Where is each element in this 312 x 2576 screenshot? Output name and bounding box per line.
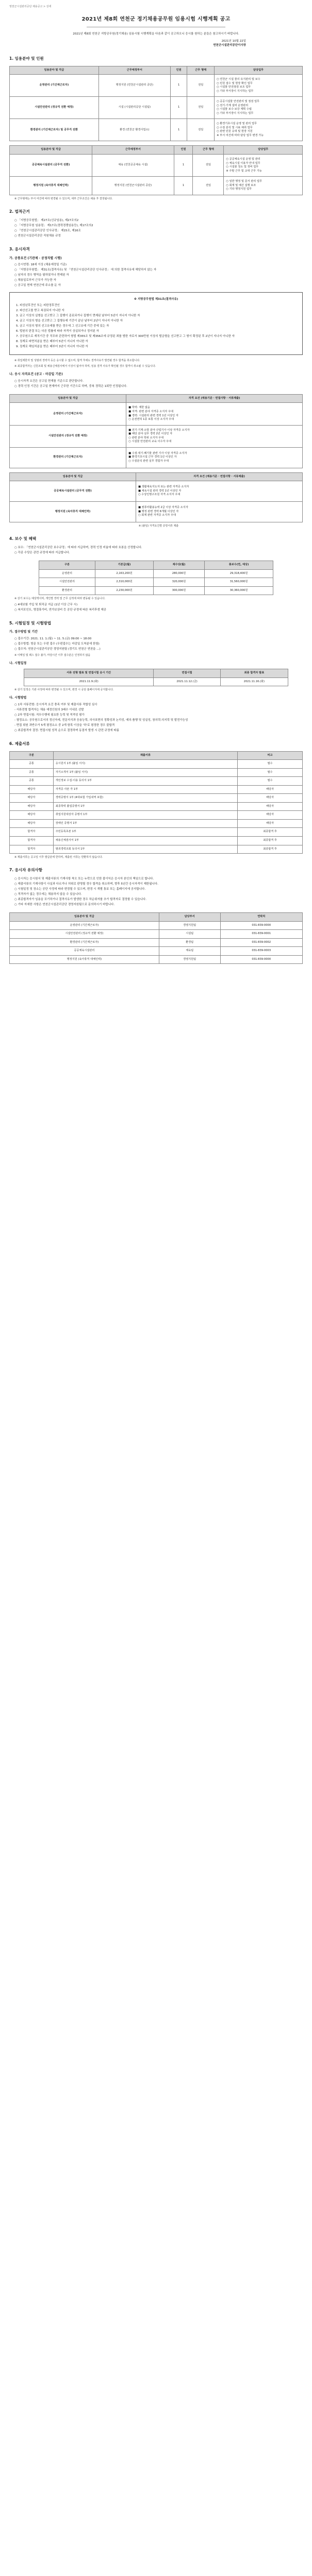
- pay-line-1: ○ 보수: 「연천군시설관리공단 보수규정」에 따라 지급하며, 경력 인정 비율에 따라 호봉을 산정합니다.: [14, 546, 142, 550]
- column-header: 면접시험: [153, 669, 220, 678]
- document-cell: 해당자: [238, 819, 303, 828]
- qualification-line: ○ 남자의 경우 병역을 필하였거나 면제된 자: [14, 274, 69, 277]
- position-type: 전일: [187, 75, 215, 97]
- qualification-note-2: ※ 최종합격자는 신원조회 및 채용신체검사에서 이상이 없어야 하며, 임용 결격 사유가 확인될 경우 합격이 취소될 수 있습니다.: [14, 365, 156, 368]
- position-dept: 환경 (연천군 환경사업소): [98, 119, 170, 141]
- table-row: [10, 425, 303, 447]
- position-duty: ○ 환경기초시설 운영 및 관리 업무 ○ 수질 분석 및 시료 채취 업무 ○ 관련 민원 응대 및 현장 지원 ※ 부서 여건에 따라 담당 업무 변경 가능: [215, 119, 303, 141]
- column-header: 자격 요건 (채용기준 · 면접사항 · 서류제출): [126, 394, 303, 403]
- document-cell: 채용신체검사서 1부: [53, 837, 237, 845]
- contact-table: [9, 912, 303, 964]
- position-type: 전일: [193, 154, 224, 176]
- disqualification-line: 4. 금고 이상의 형을 선고받고 그 집행유예 기간이 끝난 날부터 2년이 지나지 아니한 자: [16, 319, 123, 323]
- contact-cell: 031-839-0003: [220, 947, 302, 956]
- table-row: [10, 777, 303, 786]
- publish-date: 2021년 10월 22일: [221, 39, 246, 43]
- position-count: 1: [174, 154, 193, 176]
- document-cell: 해당자: [10, 819, 54, 828]
- position-field: 운영관리 (기간제근로자): [10, 75, 99, 97]
- table-row: [10, 955, 303, 964]
- document-cell: 해당자: [238, 785, 303, 794]
- caution-line: ○ 시험일정 및 장소는 공단 사정에 따라 변경될 수 있으며, 변경 시 개별 통보 또는 홈페이지에 공지합니다.: [14, 888, 146, 891]
- pay-cell: 320,000원: [153, 578, 204, 587]
- position-count: 1: [174, 177, 193, 195]
- document-cell: 최종학력 졸업증명서 1부: [53, 802, 237, 811]
- qualification-common-list: [9, 263, 303, 288]
- legal-line: ○ 「연천군시설관리공단 인사규정」 제15조, 제16조: [14, 229, 81, 232]
- method-line: - 평정요소: 공무원으로서의 정신자세, 전문지식과 응용능력, 의사표현의 정확성과 논리성, 예의·품행 및 성실성, 창의력·의지력 및 발전가능성: [14, 718, 188, 722]
- section-positions-title: 1. 임용분야 및 인원: [9, 56, 44, 61]
- table-row: [39, 578, 273, 587]
- table-row: [10, 502, 303, 522]
- disqualification-line: 1. 피성년후견인 또는 피한정후견인: [16, 304, 60, 308]
- disqualification-box: [9, 292, 303, 355]
- column-header: 담당업무: [224, 146, 303, 155]
- disqualification-line: 3. 금고 이상의 실형을 선고받고 그 집행이 종료되거나 집행이 면제된 날부터 5년이 지나지 아니한 자: [16, 314, 140, 317]
- method-line: ○ 최종합격자 결정: 면접시험 성적 순으로 결정하며 동점자 발생 시 관련 규정에 따름: [14, 728, 119, 732]
- position-dept: 행정지원 (연천군시설관리 공단): [92, 177, 174, 195]
- positions-note: ※ 근무형태는 부서 여건에 따라 변경될 수 있으며, 세부 근무조건은 채용 후 결정됩니다.: [14, 197, 113, 200]
- legal-line: ○ 「지방공무원법」 제27조(신규임용), 제27조의2: [14, 218, 79, 222]
- document-cell: 해당자: [10, 802, 54, 811]
- publisher-org: 연천군시설관리공단이사장: [213, 43, 246, 47]
- requirement-detail: ■ 생활체육지도자 또는 관련 자격증 소지자 ■ 체육시설 관리 경력 1년 이상인 자 ○ 수상인명구조원 자격 소지자 우대: [136, 481, 303, 502]
- table-row: [10, 154, 303, 176]
- document-cell: 필수: [238, 760, 303, 769]
- requirement-field: 공공체육시설관리 (공무직 전환): [10, 481, 136, 502]
- contact-cell: 행정지원 (육아휴직 대체인력): [10, 955, 159, 964]
- table-row: [10, 938, 303, 947]
- pay-cell: 운영관리: [39, 569, 95, 578]
- disqualification-line: 9. 징계로 해임처분을 받은 때부터 3년이 지나지 아니한 자: [16, 345, 88, 348]
- table-row: [10, 845, 303, 854]
- position-field: 행정지원 (육아휴직 대체인력): [10, 177, 92, 195]
- position-duty: ○ 연천군 시설 물의 유지관리 및 보수 ○ 민원 접수 및 현장 확인 업무 ○ 시설물 안전점검 보조 업무 ○ 기타 부서장이 지시하는 업무: [215, 75, 303, 97]
- document-cell: 해당자: [238, 794, 303, 803]
- pay-cell: 2,310,000원: [95, 578, 154, 587]
- document-cell: 자기소개서 1부 (붙임 서식): [53, 768, 237, 777]
- table-row: [10, 837, 303, 845]
- pay-cell: 280,000원: [153, 569, 204, 578]
- schedule-receipt-title: 가. 접수방법 및 기간: [9, 630, 38, 634]
- requirement-line: ○ 경력 인정 기간은 공고일 현재까지 근무한 기간으로 하며, 중복 경력은 1회만 인정됩니다.: [14, 384, 127, 388]
- column-header: 최종 합격자 발표: [221, 669, 288, 678]
- table-row: [10, 403, 303, 425]
- schedule-cell: 2021.11.16.(화): [221, 677, 288, 686]
- pay-cell: 2,163,200원: [95, 569, 154, 578]
- table-row: [10, 819, 303, 828]
- position-type: 전일: [193, 177, 224, 195]
- position-duty: ○ 공공체육시설 운영 및 관리 ○ 체육시설 이용자 안내 업무 ○ 시설물 청소 및 정비 업무 ※ 주말 근무 및 교대 근무 가능: [224, 154, 303, 176]
- document-cell: 해당자: [10, 785, 54, 794]
- pay-cell: 시설안전관리: [39, 578, 95, 587]
- column-header: 임용분야 및 직급: [10, 394, 126, 403]
- document-cell: 취업지원대상자 증명서 1부: [53, 811, 237, 820]
- column-header: 근무예정부서: [92, 146, 174, 155]
- requirement-field: 운영관리 (기간제근로자): [10, 403, 126, 425]
- contact-cell: 환경관리 (기간제근로자): [10, 938, 159, 947]
- pay-table: [39, 561, 273, 595]
- caution-line: ○ 제출서류의 기재사항이 사실과 다르거나 허위로 판명될 경우 합격을 취소하며, 향후 5년간 응시자격이 제한됩니다.: [14, 883, 158, 886]
- contact-cell: 공공체육시설관리: [10, 947, 159, 956]
- contact-cell: 체육팀: [159, 947, 220, 956]
- position-count: 1: [170, 119, 187, 141]
- legal-basis-list: [9, 219, 303, 239]
- column-header: 자격 요건 (채용기준 · 면접사항 · 서류제출): [136, 472, 303, 481]
- document-cell: 자격증 사본 각 1부: [53, 785, 237, 794]
- section-documents-title: 6. 제출서류: [9, 741, 30, 746]
- position-dept: 체육 (연천공공체육 시설): [92, 154, 174, 176]
- requirement-field: 행정지원 (육아휴직 대체인력): [10, 502, 136, 522]
- document-cell: 경력증명서 1부 (4대보험 가입내역 포함): [53, 794, 237, 803]
- caution-line: ○ 적격자가 없는 경우에는 채용하지 않을 수 있습니다.: [14, 893, 82, 896]
- disqualification-line: 5. 금고 이상의 형의 선고유예를 받은 경우에 그 선고유예 기간 중에 있는 자: [16, 324, 109, 328]
- column-header: 인원: [174, 146, 193, 155]
- qualification-line: ○ 응시연령: 18세 이상 (채용예정일 기준): [14, 263, 67, 267]
- method-line: - 서류전형 합격자는 채용 예정인원의 3배수 이내로 선발: [14, 708, 84, 711]
- table-row: [10, 177, 303, 195]
- table-row: [10, 768, 303, 777]
- document-cell: 공통: [10, 760, 54, 769]
- table-row: [10, 75, 303, 97]
- qualification-common-title: 가. 공통요건 (기관제 · 공정직렬 시행): [9, 256, 62, 260]
- schedule-note: ※ 상기 일정은 기관 사정에 따라 변경될 수 있으며, 변경 시 공단 홈페이지에 공지합니다.: [14, 688, 114, 692]
- document-cell: 해당자: [10, 794, 54, 803]
- document-cell: 필수: [238, 777, 303, 786]
- pay-line-2: ○ 각종 수당은 관련 규정에 따라 지급합니다.: [14, 551, 70, 555]
- schedule-cell: 2021.11.12.(금): [153, 677, 220, 686]
- method-line: ○ 2차 면접시험: 직무수행에 필요한 능력 및 적격성 평가: [14, 713, 85, 717]
- qualification-line: ○ 채용일로부터 근무가 가능한 자: [14, 279, 56, 282]
- caution-line: ○ 응시자는 응시원서 및 제출서류의 기재사항 착오 또는 누락으로 인한 불이익은 응시자 본인의 책임으로 합니다.: [14, 877, 154, 881]
- table-row: [10, 828, 303, 837]
- schedule-method-list: [9, 703, 303, 733]
- position-count: 1: [170, 97, 187, 119]
- column-header: 구분: [10, 751, 54, 760]
- schedule-receipt-note: ※ 이메일 및 팩스 접수 불가, 마감시간 이후 접수분은 인정하지 않음: [14, 654, 91, 657]
- column-header: 임용분야 및 직급: [10, 913, 159, 922]
- method-line: - 면접 위원 과반수가 5개 평정요소 중 2개 항목 이상을 '하'로 평정한 경우 불합격: [14, 723, 115, 727]
- position-duty: ○ 일반 행정 및 문서 관리 업무 ○ 회계 및 예산 집행 보조 ○ 기타 행정지원 업무: [224, 177, 303, 195]
- schedule-line: ○ 접수방법: 방문 또는 우편 접수 (우편접수는 마감일 도착분에 한함): [14, 642, 100, 646]
- position-dept: 시설 (시설관리공단 시설팀): [98, 97, 170, 119]
- qualification-line: ○ 공고일 현재 연천군에 주소를 둔 자: [14, 284, 61, 287]
- caution-line: ○ 최종합격자가 임용을 포기하거나 결격사유가 발생한 경우 차순위자를 추가 합격자로 결정할 수 있습니다.: [14, 898, 146, 902]
- disqualification-line: 8. 징계로 파면처분을 받은 때부터 5년이 지나지 아니한 자: [16, 340, 88, 343]
- contact-cell: 시설안전관리 (정규직 전환 예정): [10, 930, 159, 939]
- document-cell: 합격자: [10, 837, 54, 845]
- document-cell: 최종합격 후: [238, 845, 303, 854]
- schedule-line: ○ 접수기간: 2021. 11. 1.(월) ~ 11. 5.(금) 09:00 ~ 18:00: [14, 637, 92, 641]
- schedule-table: [24, 669, 288, 686]
- contact-cell: 운영관리 (기간제근로자): [10, 921, 159, 930]
- requirement-detail: ■ 학력: 제한 없음 ■ 자격: 관련 분야 자격증 소지자 우대 ■ 경력: 시설관리 관련 경력 1년 이상인 자 ○ 운전면허 1종 보통 이상 소지자 우대: [126, 403, 303, 425]
- pay-cell: 31,560,000원: [205, 578, 273, 587]
- section-cautions-title: 7. 응시자 유의사항: [9, 868, 43, 873]
- table-row: [10, 930, 303, 939]
- column-header: 임용분야 및 직급: [10, 472, 136, 481]
- requirement-field: 시설안전관리 (정규직 전환 예정): [10, 425, 126, 447]
- document-cell: 범죄경력조회 동의서 1부: [53, 845, 237, 854]
- requirements-table-2: [9, 472, 303, 523]
- disqualification-title: ※ 지방공무원법 제31조(결격사유): [134, 298, 178, 301]
- column-header: 인원: [170, 66, 187, 75]
- schedule-receipt-list: [9, 637, 303, 652]
- requirements-note: ※ (붙임) 자격요건별 증빙서류 제출: [138, 524, 179, 528]
- disqualification-line: 6. 법원의 판결 또는 다른 법률에 따라 자격이 상실되거나 정지된 자: [16, 329, 99, 333]
- requirement-detail: ■ 컴퓨터활용능력 2급 이상 자격증 소지자 ■ 행정 관련 경력 6개월 이상인 자 ○ 회계 관련 자격증 소지자 우대: [136, 502, 303, 522]
- table-row: [10, 481, 303, 502]
- cautions-list: [9, 877, 303, 907]
- qualification-note-1: ※ 취업제한자 및 성범죄 경력자 등은 응시할 수 없으며, 합격 후에도 결격사유가 발견될 경우 합격을 취소합니다.: [14, 359, 140, 362]
- pay-note: ※ 상기 보수는 예상액이며, 개인별 경력 및 근무 실적에 따라 변동될 수 있습니다.: [14, 597, 106, 601]
- column-header: 총보수(연, 예상): [205, 561, 273, 570]
- position-field: 시설안전관리 (정규직 전환 예정): [10, 97, 99, 119]
- qualification-requirements-title: 나. 응시 자격요건 (공고 · 마감일 기준): [9, 372, 63, 377]
- contact-cell: 031-839-0000: [220, 921, 302, 930]
- column-header: 제수당(월): [153, 561, 204, 570]
- requirement-field: 환경관리 (기간제근로자): [10, 447, 126, 468]
- section-legal-title: 2. 법적근거: [9, 209, 30, 214]
- position-type: 전일: [187, 97, 215, 119]
- documents-note: ※ 제출서류는 공고일 이후 발급분에 한하며, 제출된 서류는 반환하지 않습니다.: [14, 856, 103, 859]
- document-cell: 최종합격 후: [238, 828, 303, 837]
- qualification-line: ○ 「지방공무원법」 제31조(결격사유) 및 「연천군시설관리공단 인사규정」 에 의한 결격사유에 해당하지 않는 자: [14, 268, 157, 272]
- pay-cell: 30,360,000원: [205, 586, 273, 595]
- document-cell: 합격자: [10, 845, 54, 854]
- contact-cell: 031-839-0002: [220, 938, 302, 947]
- contact-cell: 경영지원팀: [159, 955, 220, 964]
- document-cell: 해당자: [10, 811, 54, 820]
- caution-line: ○ 기타 자세한 사항은 연천군시설관리공단 경영지원팀으로 문의하시기 바랍니다.: [14, 903, 115, 907]
- position-duty: ○ 공공시설물 안전관리 및 점검 업무 ○ 전기·기계 설비 운영관리 ○ 시설물 보수·보강 계획 수립 ○ 기타 부서장이 지시하는 업무: [215, 97, 303, 119]
- schedule-cell: 2021.11.9.(화): [24, 677, 154, 686]
- contact-cell: 031-839-0000: [220, 955, 302, 964]
- document-cell: 합격자: [10, 828, 54, 837]
- document-cell: 최종합격 후: [238, 837, 303, 845]
- column-header: 기본급(월): [95, 561, 154, 570]
- requirement-line: ○ 응시자격 요건은 공고일 현재를 기준으로 판단합니다.: [14, 379, 84, 383]
- table-row: [10, 97, 303, 119]
- table-row: [39, 569, 273, 578]
- documents-table: [9, 751, 303, 854]
- table-row: [10, 447, 303, 468]
- column-header: 임용분야 및 직급: [10, 146, 92, 155]
- document-cell: 응시원서 1부 (붙임 서식): [53, 760, 237, 769]
- contact-cell: 031-839-0001: [220, 930, 302, 939]
- qualification-requirements-list: [9, 380, 303, 389]
- column-header: 연락처: [220, 913, 302, 922]
- schedule-exam-title: 나. 시험일정: [9, 662, 27, 666]
- position-field: 공공체육시설관리 (공무직 전환): [10, 154, 92, 176]
- breadcrumb: 영천군시설관리공단 채용공고 > 상세: [9, 5, 52, 8]
- requirement-detail: ■ 전기·기계·소방 분야 산업기사 이상 자격증 소지자 ■ 해당 분야 실무 경력 2년 이상인 자 ○ 관련 분야 학위 소지자 우대 ○ 시설물 안전관리 교육 이수자 우대: [126, 425, 303, 447]
- contact-cell: 시설팀: [159, 930, 220, 939]
- table-row: [10, 802, 303, 811]
- section-qualification-title: 3. 응시자격: [9, 246, 30, 251]
- document-cell: 주민등록초본 1부: [53, 828, 237, 837]
- document-cell: 해당자: [238, 811, 303, 820]
- position-type: 전일: [187, 119, 215, 141]
- position-dept: 행정지원 (연천군시설관리 공단): [98, 75, 170, 97]
- column-header: 임용분야 및 직급: [10, 66, 99, 75]
- section-schedule-title: 5. 시험일정 및 시험방법: [9, 620, 52, 625]
- document-cell: 개인정보 수집·이용 동의서 1부: [53, 777, 237, 786]
- column-header: 서류 전형 발표 및 면접시험 응시 기간: [24, 669, 154, 678]
- section-pay-title: 4. 보수 및 혜택: [9, 536, 37, 541]
- column-header: 근무예정부서: [98, 66, 170, 75]
- table-row: [10, 119, 303, 141]
- position-field: 환경관리 (기간제근로자) 및 공무직 전환: [10, 119, 99, 141]
- method-line: ○ 1차 서류전형: 응시자격 요건 충족 여부 및 제출서류 적합성 심사: [14, 703, 97, 706]
- column-header: 비고: [238, 751, 303, 760]
- document-cell: 공통: [10, 768, 54, 777]
- column-header: 담당부서: [159, 913, 220, 922]
- legal-line: ○ 「지방공무원 임용령」 제17조(경력경쟁임용등), 제17조의2: [14, 224, 93, 227]
- table-row: [10, 947, 303, 956]
- table-row: [10, 794, 303, 803]
- schedule-method-title: 다. 시험방법: [9, 696, 27, 700]
- pay-cell: 2,230,000원: [95, 586, 154, 595]
- intro-text: 2021년 제8회 연천군 지방공무원(정기채용) 임용시험 시행계획을 다음과 같이 공고하오니 응시를 원하는 분들은 참고하시기 바랍니다.: [73, 32, 239, 36]
- benefit-line-1: ○ 4대보험 가입 및 퇴직금 지급 (1년 이상 근무 시): [14, 603, 78, 606]
- disqualification-line: 7. 공무원으로 재직기간 중 직무와 관련하여 형법 제355조 및 제356조에 규정된 죄를 범한 자로서 300만원 이상의 벌금형을 선고받고 그 형이 확정된 후 2년이 지나지 아니한 자: [16, 334, 235, 338]
- pay-cell: 29,318,400원: [205, 569, 273, 578]
- document-cell: 공통: [10, 777, 54, 786]
- column-header: 근무 형태: [187, 66, 215, 75]
- legal-line: ○ 연천군시설관리공단 직원채용 규정: [14, 234, 61, 238]
- contact-cell: 경영지원팀: [159, 921, 220, 930]
- page-title: 2021년 제8회 연천군 정기채용공무원 임용시험 시행계획 공고: [81, 16, 231, 23]
- table-row: [10, 760, 303, 769]
- requirements-table: [9, 394, 303, 468]
- pay-cell: 환경관리: [39, 586, 95, 595]
- document-cell: 장애인 증명서 1부: [53, 819, 237, 828]
- contact-cell: 환경팀: [159, 938, 220, 947]
- table-row: [10, 921, 303, 930]
- benefit-line-2: ○ 복지포인트, 명절휴가비, 연가보상비 등 공단 규정에 따른 복리후생 제공: [14, 608, 107, 612]
- position-count: 1: [170, 75, 187, 97]
- requirement-detail: ■ 수질·대기·폐기물 관련 기사 이상 자격증 소지자 ■ 환경기초시설 근무 경력 1년 이상인 자 ○ 수질분석 관련 실무 경험자 우대: [126, 447, 303, 468]
- column-header: 담당업무: [215, 66, 303, 75]
- table-row: [10, 785, 303, 794]
- table-row: [10, 811, 303, 820]
- positions-table: [9, 66, 303, 142]
- column-header: 제출서류: [53, 751, 237, 760]
- column-header: 구분: [39, 561, 95, 570]
- schedule-line: ○ 접수처: 연천군시설관리공단 경영지원팀 (경기도 연천군 연천읍 …): [14, 648, 101, 651]
- pay-cell: 300,000원: [153, 586, 204, 595]
- table-row: [39, 586, 273, 595]
- column-header: 근무 형태: [193, 146, 224, 155]
- disqualification-line: 2. 파산선고를 받고 복권되지 아니한 자: [16, 309, 64, 313]
- document-cell: 필수: [238, 768, 303, 777]
- positions-table-2: [9, 145, 303, 195]
- document-cell: 해당자: [238, 802, 303, 811]
